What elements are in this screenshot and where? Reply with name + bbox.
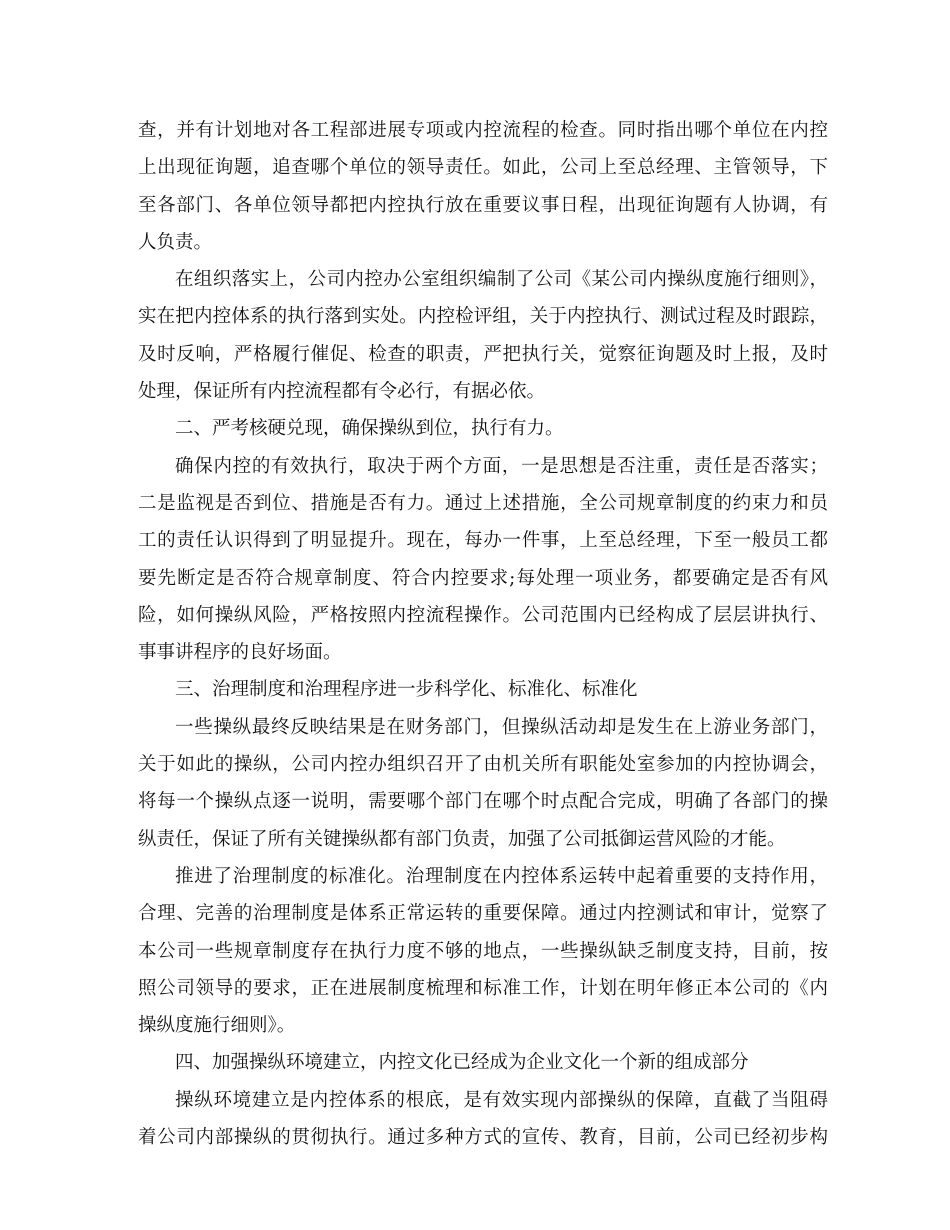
text-line: 本公司一些规章制度存在执行力度不够的地点，一些操纵缺乏制度支持，目前，按 (138, 940, 828, 962)
text-line: 至各部门、各单位领导都把内控执行放在重要议事日程，出现征询题有人协调，有 (138, 194, 828, 216)
text-line: 实在把内控体系的执行落到实处。内控检评组，关于内控执行、测试过程及时跟踪， (138, 306, 828, 328)
document-body (138, 112, 828, 1156)
section-heading: 三、治理制度和治理程序进一步科学化、标准化、标准化 (175, 679, 638, 701)
text-line: 将每一个操纵点逐一说明，需要哪个部门在哪个时点配合完成，明确了各部门的操 (138, 791, 828, 813)
text-line: 及时反响，严格履行催促、检查的职责，严把执行关，觉察征询题及时上报，及时 (138, 343, 828, 365)
text-line: 上出现征询题，追查哪个单位的领导责任。如此，公司上至总经理、主管领导，下 (138, 157, 828, 179)
paragraph-first-line: 操纵环境建立是内控体系的根底，是有效实现内部操纵的保障，直截了当阻碍 (175, 1089, 828, 1111)
text-line: 纵责任，保证了所有关键操纵都有部门负责，加强了公司抵御运营风险的才能。 (138, 828, 786, 850)
paragraph-first-line: 一些操纵最终反映结果是在财务部门，但操纵活动却是发生在上游业务部门， (175, 716, 828, 738)
paragraph-first-line: 推进了治理制度的标准化。治理制度在内控体系运转中起着重要的支持作用， (175, 865, 828, 887)
text-line: 合理、完善的治理制度是体系正常运转的重要保障。通过内控测试和审计，觉察了 (138, 903, 828, 925)
text-line: 着公司内部操纵的贯彻执行。通过多种方式的宣传、教育，目前，公司已经初步构 (138, 1127, 828, 1149)
text-line: 照公司领导的要求，正在进展制度梳理和标准工作，计划在明年修正本公司的《内 (138, 977, 828, 999)
text-line: 查，并有计划地对各工程部进展专项或内控流程的检查。同时指出哪个单位在内控 (138, 120, 828, 141)
text-line: 事事讲程序的良好场面。 (138, 642, 342, 664)
text-line: 关于如此的操纵，公司内控办组织召开了由机关所有职能处室参加的内控协调会， (138, 754, 828, 776)
text-line: 险，如何操纵风险，严格按照内控流程操作。公司范围内已经构成了层层讲执行、 (138, 604, 828, 626)
section-heading: 四、加强操纵环境建立，内控文化已经成为企业文化一个新的组成部分 (175, 1052, 749, 1074)
text-line: 人负责。 (138, 231, 213, 253)
text-line: 操纵度施行细则》。 (138, 1015, 296, 1037)
paragraph-first-line: 在组织落实上，公司内控办公室组织编制了公司《某公司内操纵度施行细则》， (175, 269, 828, 291)
paragraph-first-line: 确保内控的有效执行，取决于两个方面，一是思想是否注重，责任是否落实； (175, 455, 828, 477)
text-line: 处理，保证所有内控流程都有令必行，有据必依。 (138, 381, 546, 403)
text-line: 要先断定是否符合规章制度、符合内控要求;每处理一项业务，都要确定是否有风 (138, 567, 828, 589)
text-line: 工的责任认识得到了明显提升。现在，每办一件事，上至总经理，下至一般员工都 (138, 530, 828, 552)
text-line: 二是监视是否到位、措施是否有力。通过上述措施，全公司规章制度的约束力和员 (138, 492, 828, 514)
section-heading: 二、严考核硬兑现，确保操纵到位，执行有力。 (175, 418, 564, 440)
